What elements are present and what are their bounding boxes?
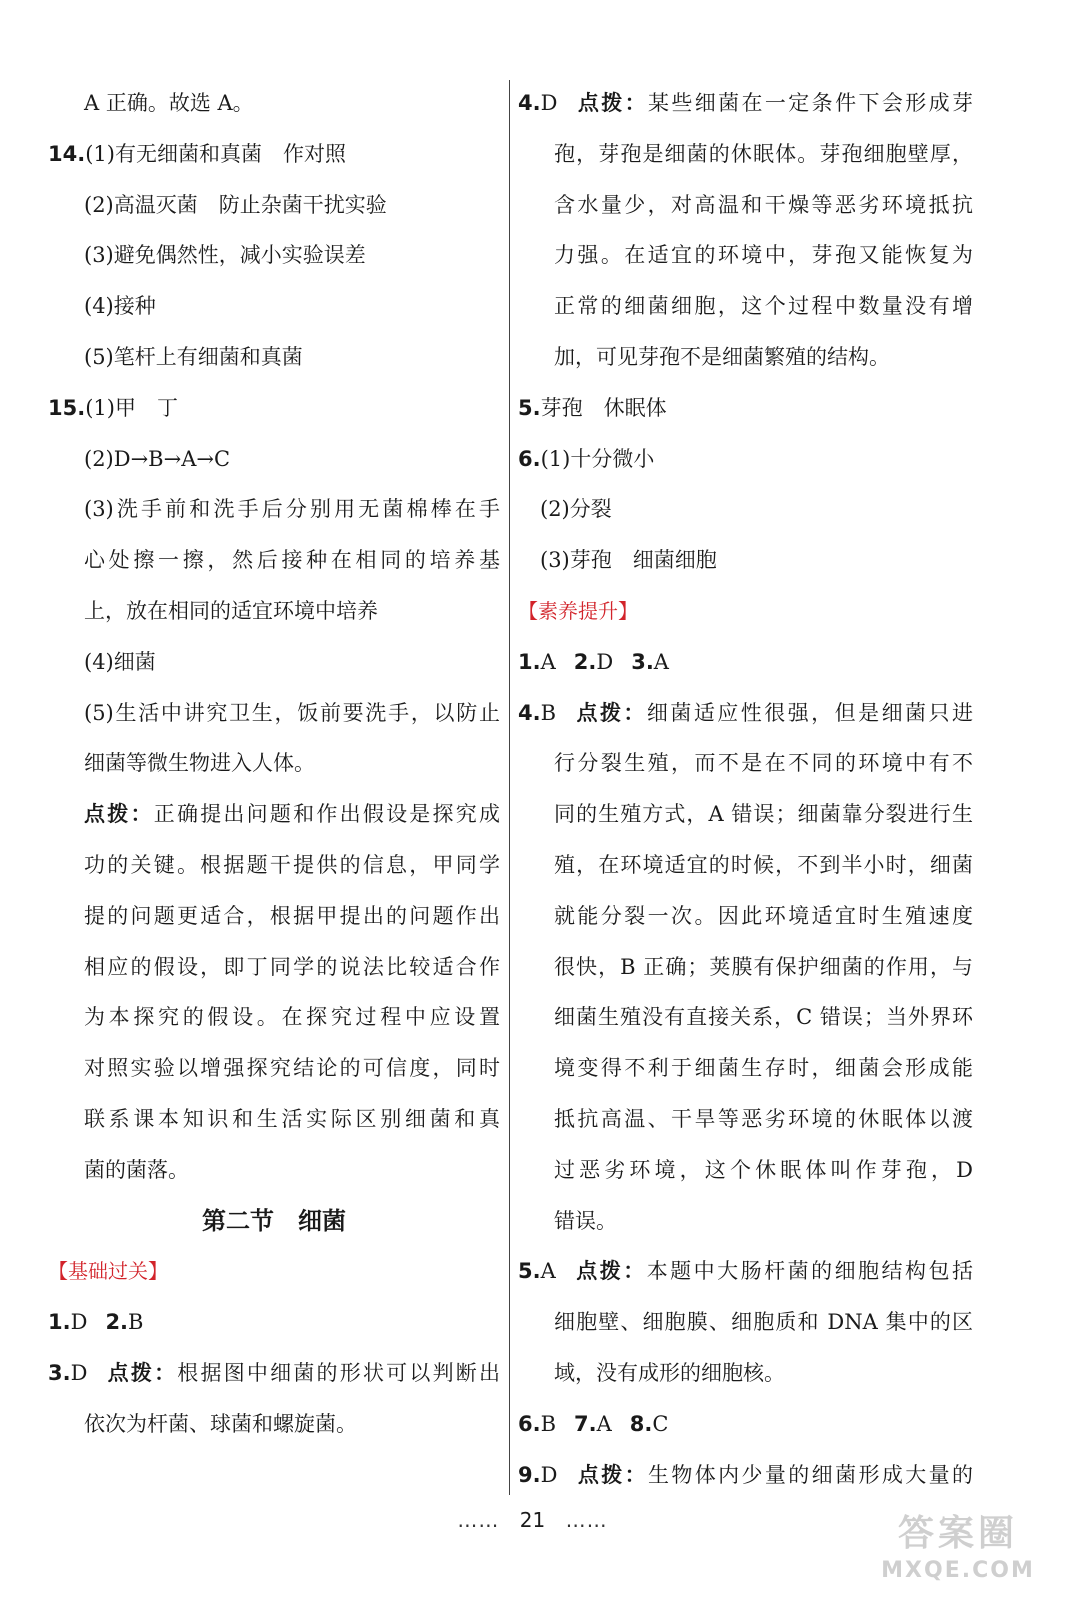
question-number: 9. [518,1462,541,1487]
text-line [48,1348,500,1399]
text-line [518,586,973,637]
hint-label: 点拨： [105,1360,178,1385]
line-text: 抵抗高温、干旱等恶劣环境的休眠体以渡 [554,1106,973,1131]
text-line [518,1348,973,1399]
line-text: (5)生活中讲究卫生，饭前要洗手，以防止 [84,700,500,725]
line-text: 为本探究的假设。在探究过程中应设置 [84,1005,500,1030]
text-line [518,840,973,891]
answer: D [70,1310,88,1335]
text-line [48,535,500,586]
text-line [48,1094,500,1145]
question-number: 1. [518,649,541,674]
hint-label: 点拨： [84,802,154,827]
question-number: 5. [518,395,541,420]
line-text: 域，没有成形的细胞核。 [554,1360,785,1385]
line-text: 上，放在相同的适宜环境中培养 [84,598,378,623]
line-text: (1)十分微小 [540,446,655,471]
question-number: 15. [48,395,86,420]
answer: D [540,1462,558,1487]
watermark-logo [863,1512,1053,1596]
line-text: (2)高温灭菌 防止杂菌干扰实验 [84,192,387,217]
text-line [518,434,973,485]
text-line [48,383,500,434]
question-number: 4. [518,700,541,725]
text-line [518,1297,973,1348]
line-text: (2)分裂 [540,497,612,522]
line-text: 加，可见芽孢不是细菌繁殖的结构。 [554,344,890,369]
question-number: 8. [629,1411,653,1436]
text-line [518,535,973,586]
text-line [518,1145,973,1196]
text-line [518,1399,973,1450]
question-number: 3. [631,649,654,674]
answer: D [596,649,614,674]
text-line [518,738,973,789]
text-line [518,281,973,332]
line-text: 依次为杆菌、球菌和螺旋菌。 [84,1411,357,1436]
text-line [48,230,500,281]
line-text: 很快，B 正确；荚膜有保护细菌的作用，与 [554,954,973,979]
answer: B [540,700,557,725]
left-column [48,78,500,1450]
line-text: 境变得不利于细菌生存时，细菌会形成能 [554,1056,973,1081]
text-line [48,992,500,1043]
question-number: 5. [518,1259,541,1284]
line-text: (2)D→B→A→C [84,446,231,471]
text-line [48,942,500,993]
question-number: 6. [518,446,541,471]
text-line [48,1145,500,1196]
text-line [48,484,500,535]
hint-label: 点拨： [573,1259,647,1284]
text-line [518,891,973,942]
line-text: (5)笔杆上有细菌和真菌 [84,344,303,369]
watermark-url: MXQE.COM [881,1558,1035,1583]
question-number: 4. [518,91,541,115]
line-text: (4)接种 [84,294,156,319]
question-number: 7. [574,1411,597,1436]
answer: B [540,1411,557,1436]
line-text: 提的问题更适合，根据甲提出的问题作出 [84,903,500,928]
line-text: 同的生殖方式，A 错误；细菌靠分裂进行生 [554,802,973,827]
watermark-text: 答案圈 [897,1513,1018,1554]
column-divider [509,80,510,1495]
line-text: 功的关键。根据题干提供的信息，甲同学 [84,852,500,877]
line-text: 对照实验以增强探究结论的可信度，同时 [84,1056,500,1081]
hint-text: 某些细菌在一定条件下会形成芽 [647,91,973,115]
answer: B [128,1310,144,1335]
text-line [48,129,500,180]
text-line [48,688,500,739]
line-text: 过恶劣环境，这个休眠体叫作芽孢，D [554,1157,973,1182]
text-line [518,230,973,281]
hint-label: 点拨： [575,91,648,115]
line-text: 错误。 [554,1208,617,1233]
hint-label: 点拨： [575,1462,648,1487]
line-text: A 正确。故选 A。 [84,91,254,115]
text-line [518,1196,973,1247]
text-line [518,332,973,383]
question-number: 1. [48,1310,71,1335]
text-line [518,484,973,535]
hint-text: 生物体内少量的细菌形成大量的 [647,1462,973,1487]
text-line [48,789,500,840]
text-line [48,281,500,332]
line-text: 正常的细菌细胞，这个过程中数量没有增 [554,294,973,319]
line-text: 行分裂生殖，而不是在不同的环境中有不 [554,751,973,776]
line-text: 细菌等微生物进入人体。 [84,751,315,776]
text-line [48,637,500,688]
line-text: (1)有无细菌和真菌 作对照 [85,141,346,166]
section-tag: 【素养提升】 [518,598,638,623]
text-line [518,1043,973,1094]
answer: A [540,1259,556,1284]
line-text: (1)甲 丁 [85,395,178,420]
line-text: (3)芽孢 细菌细胞 [540,548,717,573]
text-line [48,840,500,891]
line-text: 孢，芽孢是细菌的休眠体。芽孢细胞壁厚， [554,141,973,166]
answer: A [540,649,556,674]
text-line [518,942,973,993]
page-number: 21 [519,1508,546,1532]
right-column [518,78,973,1500]
text-line [48,1043,500,1094]
line-text: 细菌生殖没有直接关系，C 错误；当外界环 [554,1005,973,1030]
question-number: 14. [48,141,86,166]
text-line [518,1450,973,1501]
line-text: 力强。在适宜的环境中，芽孢又能恢复为 [554,243,973,268]
answer: A [653,649,669,674]
footer-dots-left: …… [457,1508,500,1532]
question-number: 2. [573,649,597,674]
text-line [48,891,500,942]
line-text: 含水量少，对高温和干燥等恶劣环境抵抗 [554,192,973,217]
hint-label: 点拨： [574,700,647,725]
text-line [518,1246,973,1297]
line-text: (4)细菌 [84,649,156,674]
line-text: 联系课本知识和生活实际区别细菌和真 [84,1106,500,1131]
text-line [518,78,973,129]
section-title: 第二节 细菌 [202,1206,346,1235]
question-number: 3. [48,1360,71,1385]
text-line [48,1399,500,1450]
text-line [518,129,973,180]
text-line [518,383,973,434]
line-text: (3)避免偶然性，减小实验误差 [84,243,366,268]
question-number: 2. [105,1310,129,1335]
line-text: 菌的菌落。 [84,1157,189,1182]
question-number: 6. [518,1411,541,1436]
text-line [518,688,973,739]
text-line [48,78,500,129]
hint-text: 根据图中细菌的形状可以判断出 [177,1360,500,1385]
text-line [518,789,973,840]
text-line [518,992,973,1043]
text-line [48,1246,500,1297]
answer: C [652,1411,669,1436]
answer: D [70,1360,88,1385]
text-line [48,332,500,383]
text-line [518,1094,973,1145]
line-text: 细胞壁、细胞膜、细胞质和 DNA 集中的区 [554,1310,973,1335]
line-text: 芽孢 休眠体 [540,395,667,420]
text-line [48,738,500,789]
text-line [518,637,973,688]
hint-text: 细菌适应性很强，但是细菌只进 [646,700,973,725]
answer: A [596,1411,612,1436]
hint-text: 本题中大肠杆菌的细胞结构包括 [646,1259,973,1284]
text-line [48,180,500,231]
text-line [48,434,500,485]
line-text: 就能分裂一次。因此环境适宜时生殖速度 [554,903,973,928]
line-text: (3)洗手前和洗手后分别用无菌棉棒在手 [84,497,500,522]
footer-dots-right: …… [565,1508,608,1532]
text-line [518,180,973,231]
line-text: 心处擦一擦，然后接种在相同的培养基 [84,548,500,573]
line-text: 殖，在环境适宜的时候，不到半小时，细菌 [554,852,973,877]
line-text: 正确提出问题和作出假设是探究成 [153,802,500,827]
line-text: 相应的假设，即丁同学的说法比较适合作 [84,954,500,979]
answer: D [540,91,558,115]
text-line [48,1297,500,1348]
text-line [48,586,500,637]
section-tag: 【基础过关】 [48,1259,168,1284]
